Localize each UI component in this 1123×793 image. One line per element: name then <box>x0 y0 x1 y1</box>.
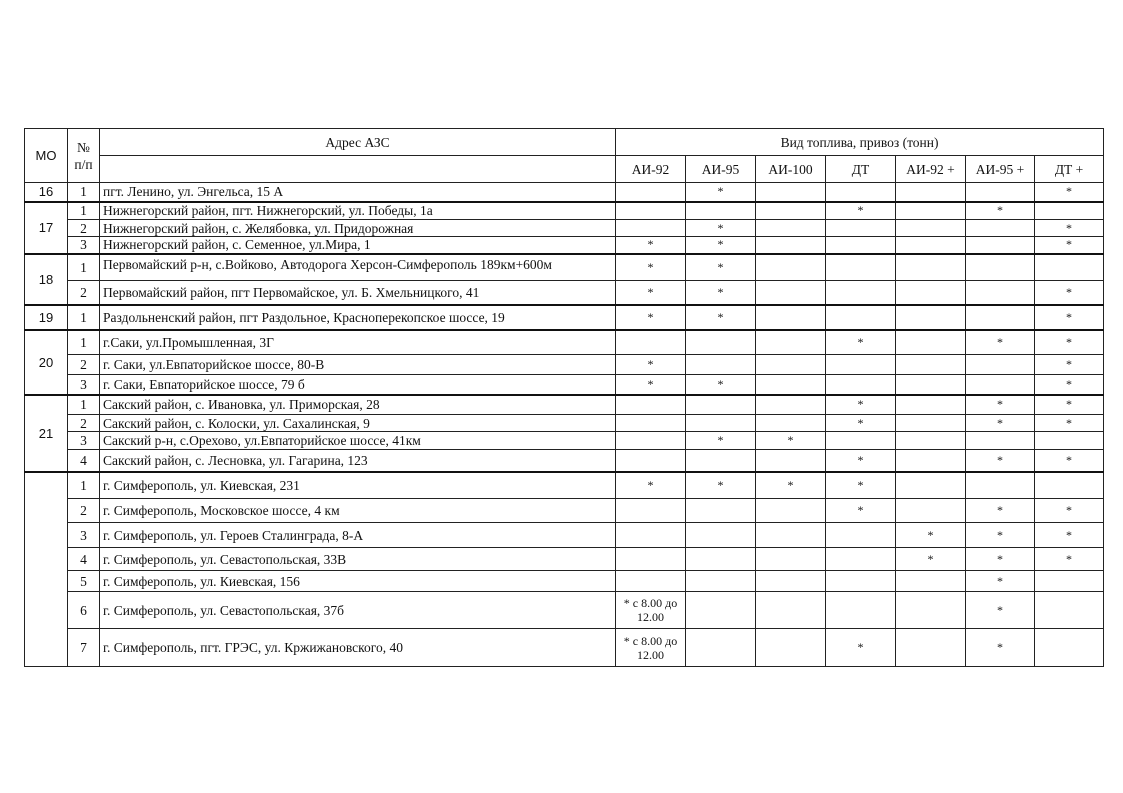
fuel-cell <box>616 523 686 548</box>
fuel-cell: * <box>686 183 756 202</box>
fuel-cell <box>826 305 896 330</box>
fuel-cell <box>756 450 826 472</box>
fuel-cell <box>616 330 686 355</box>
fuel-cell <box>966 281 1035 305</box>
address-cell: Сакский р-н, с.Орехово, ул.Евпаторийское шоссе, 41км <box>100 432 616 450</box>
fuel-cell <box>756 237 826 254</box>
header-fuel-ai92-plus: АИ-92 + <box>896 156 966 183</box>
fuel-cell <box>896 395 966 415</box>
fuel-cell <box>686 450 756 472</box>
mo-cell <box>25 472 68 667</box>
row-number: 4 <box>68 450 100 472</box>
row-number: 5 <box>68 571 100 592</box>
table-row <box>25 355 1104 375</box>
fuel-cell <box>1035 202 1104 220</box>
fuel-cell: * <box>616 237 686 254</box>
fuel-cell <box>686 355 756 375</box>
fuel-cell <box>756 305 826 330</box>
table-row <box>25 499 1104 523</box>
fuel-cell <box>756 330 826 355</box>
header-address: Адрес АЗС <box>100 129 616 156</box>
fuel-cell <box>686 499 756 523</box>
fuel-cell <box>966 375 1035 395</box>
fuel-cell: * <box>966 395 1035 415</box>
table-row <box>25 415 1104 432</box>
fuel-cell <box>756 355 826 375</box>
fuel-cell <box>826 183 896 202</box>
address-cell: Сакский район, с. Ивановка, ул. Приморская, 28 <box>100 395 616 415</box>
fuel-cell: * <box>966 548 1035 571</box>
row-number: 3 <box>68 523 100 548</box>
fuel-cell: * <box>1035 499 1104 523</box>
fuel-cell <box>966 220 1035 237</box>
fuel-cell <box>616 450 686 472</box>
fuel-cell <box>896 220 966 237</box>
fuel-cell <box>826 592 896 629</box>
table-row <box>25 548 1104 571</box>
fuel-cell: * <box>616 355 686 375</box>
header-fuel-ai100: АИ-100 <box>756 156 826 183</box>
row-number: 1 <box>68 202 100 220</box>
header-num: № п/п <box>68 129 100 183</box>
row-number: 4 <box>68 548 100 571</box>
row-number: 1 <box>68 254 100 281</box>
fuel-cell <box>896 254 966 281</box>
row-number: 1 <box>68 472 100 499</box>
gas-station-table <box>24 128 1104 667</box>
fuel-cell: * <box>966 592 1035 629</box>
table-row <box>25 395 1104 415</box>
fuel-cell <box>616 202 686 220</box>
mo-cell: 18 <box>25 254 68 305</box>
fuel-cell <box>686 202 756 220</box>
fuel-cell <box>756 220 826 237</box>
fuel-cell: * <box>616 375 686 395</box>
fuel-cell: * <box>826 629 896 667</box>
table-body <box>25 183 1104 667</box>
fuel-cell <box>826 355 896 375</box>
fuel-cell <box>756 499 826 523</box>
fuel-cell <box>686 592 756 629</box>
fuel-cell: * <box>756 472 826 499</box>
fuel-cell: * <box>1035 375 1104 395</box>
fuel-cell: * <box>1035 237 1104 254</box>
header-fuel-dt: ДТ <box>826 156 896 183</box>
header-fuel-dt-plus: ДТ + <box>1035 156 1104 183</box>
fuel-cell <box>756 415 826 432</box>
fuel-cell: * <box>1035 415 1104 432</box>
fuel-cell: * <box>686 237 756 254</box>
fuel-cell: * <box>1035 395 1104 415</box>
fuel-cell <box>826 523 896 548</box>
address-cell: г. Симферополь, ул. Киевская, 231 <box>100 472 616 499</box>
fuel-cell <box>896 330 966 355</box>
table-row <box>25 523 1104 548</box>
fuel-cell <box>896 305 966 330</box>
fuel-cell: * <box>1035 450 1104 472</box>
address-cell: Раздольненский район, пгт Раздольное, Красноперекопское шоссе, 19 <box>100 305 616 330</box>
header-fuel-group: Вид топлива, привоз (тонн) <box>616 129 1104 156</box>
fuel-cell <box>756 395 826 415</box>
fuel-cell <box>966 254 1035 281</box>
fuel-cell <box>896 375 966 395</box>
fuel-cell: * <box>896 523 966 548</box>
fuel-cell <box>616 395 686 415</box>
fuel-cell <box>686 548 756 571</box>
fuel-cell <box>686 330 756 355</box>
fuel-cell: * <box>1035 220 1104 237</box>
address-text: Первомайский р-н, с.Войково, Автодорога Херсон-Симферополь 189км+600м <box>103 257 552 272</box>
fuel-cell <box>756 202 826 220</box>
table-row <box>25 375 1104 395</box>
fuel-cell <box>616 571 686 592</box>
fuel-cell <box>686 523 756 548</box>
fuel-cell: * <box>966 523 1035 548</box>
header-fuel-ai95-plus: АИ-95 + <box>966 156 1035 183</box>
fuel-cell: * <box>966 330 1035 355</box>
address-cell: г. Саки, Евпаторийское шоссе, 79 б <box>100 375 616 395</box>
fuel-cell <box>896 571 966 592</box>
fuel-cell: * <box>826 415 896 432</box>
table-row <box>25 330 1104 355</box>
fuel-cell <box>1035 592 1104 629</box>
row-number: 7 <box>68 629 100 667</box>
fuel-cell <box>616 415 686 432</box>
fuel-cell: * с 8.00 до 12.00 <box>616 592 686 629</box>
address-cell: г. Симферополь, ул. Киевская, 156 <box>100 571 616 592</box>
fuel-cell <box>756 254 826 281</box>
fuel-cell <box>826 548 896 571</box>
fuel-cell <box>966 355 1035 375</box>
address-cell: г. Симферополь, ул. Севастопольская, 37б <box>100 592 616 629</box>
fuel-cell: * <box>826 450 896 472</box>
fuel-cell: * <box>686 472 756 499</box>
mo-cell: 21 <box>25 395 68 472</box>
fuel-cell: * <box>686 375 756 395</box>
table-row <box>25 237 1104 254</box>
fuel-cell <box>756 571 826 592</box>
fuel-cell <box>686 629 756 667</box>
row-number: 2 <box>68 499 100 523</box>
address-cell: г.Саки, ул.Промышленная, 3Г <box>100 330 616 355</box>
fuel-cell: * <box>966 415 1035 432</box>
fuel-cell <box>966 432 1035 450</box>
fuel-cell <box>826 281 896 305</box>
fuel-cell <box>686 571 756 592</box>
fuel-cell <box>1035 571 1104 592</box>
fuel-cell <box>1035 472 1104 499</box>
fuel-cell: * <box>966 629 1035 667</box>
fuel-cell <box>826 571 896 592</box>
header-fuel-ai95: АИ-95 <box>686 156 756 183</box>
fuel-cell <box>896 183 966 202</box>
fuel-cell: * <box>826 499 896 523</box>
fuel-cell <box>1035 432 1104 450</box>
fuel-cell <box>756 629 826 667</box>
fuel-cell: * <box>686 254 756 281</box>
address-cell: г. Симферополь, ул. Севастопольская, 33В <box>100 548 616 571</box>
fuel-cell: * <box>1035 548 1104 571</box>
fuel-cell <box>896 415 966 432</box>
address-cell: г. Саки, ул.Евпаторийское шоссе, 80-В <box>100 355 616 375</box>
header-mo: МО <box>25 129 68 183</box>
fuel-cell <box>896 202 966 220</box>
table-row <box>25 281 1104 305</box>
row-number: 2 <box>68 415 100 432</box>
fuel-cell <box>686 395 756 415</box>
row-number: 6 <box>68 592 100 629</box>
table-row <box>25 629 1104 667</box>
fuel-cell <box>896 629 966 667</box>
fuel-cell: * <box>1035 281 1104 305</box>
address-cell: пгт. Ленино, ул. Энгельса, 15 А <box>100 183 616 202</box>
address-cell: г. Симферополь, ул. Героев Сталинграда, 8-А <box>100 523 616 548</box>
address-cell: г. Симферополь, Московское шоссе, 4 км <box>100 499 616 523</box>
table-row <box>25 183 1104 202</box>
row-number: 2 <box>68 355 100 375</box>
fuel-cell: * <box>616 472 686 499</box>
fuel-cell: * <box>1035 183 1104 202</box>
row-number: 1 <box>68 183 100 202</box>
table-row <box>25 571 1104 592</box>
fuel-cell <box>896 592 966 629</box>
row-number: 3 <box>68 375 100 395</box>
header-address-blank <box>100 156 616 183</box>
fuel-cell <box>896 237 966 254</box>
fuel-cell: * <box>686 220 756 237</box>
fuel-cell: * <box>896 548 966 571</box>
fuel-cell: * с 8.00 до 12.00 <box>616 629 686 667</box>
address-cell: Нижнегорский район, с. Желябовка, ул. Придорожная <box>100 220 616 237</box>
fuel-cell <box>896 355 966 375</box>
fuel-cell <box>896 499 966 523</box>
table-row <box>25 305 1104 330</box>
fuel-cell: * <box>826 202 896 220</box>
fuel-cell <box>896 472 966 499</box>
fuel-cell <box>896 432 966 450</box>
mo-cell: 16 <box>25 183 68 202</box>
fuel-cell: * <box>616 281 686 305</box>
table-row <box>25 450 1104 472</box>
address-cell: Сакский район, с. Лесновка, ул. Гагарина, 123 <box>100 450 616 472</box>
fuel-cell <box>756 523 826 548</box>
fuel-cell <box>966 472 1035 499</box>
fuel-cell <box>756 183 826 202</box>
fuel-cell <box>966 183 1035 202</box>
fuel-cell: * <box>966 499 1035 523</box>
fuel-cell: * <box>686 432 756 450</box>
fuel-cell <box>616 499 686 523</box>
fuel-cell <box>756 375 826 395</box>
fuel-cell <box>1035 629 1104 667</box>
mo-cell: 19 <box>25 305 68 330</box>
fuel-cell: * <box>1035 305 1104 330</box>
table-row <box>25 472 1104 499</box>
fuel-cell: * <box>826 330 896 355</box>
fuel-cell: * <box>826 472 896 499</box>
fuel-cell <box>616 548 686 571</box>
table-row <box>25 202 1104 220</box>
fuel-cell: * <box>616 254 686 281</box>
address-cell: Сакский район, с. Колоски, ул. Сахалинская, 9 <box>100 415 616 432</box>
row-number: 3 <box>68 432 100 450</box>
row-number: 2 <box>68 281 100 305</box>
row-number: 1 <box>68 330 100 355</box>
fuel-cell <box>616 432 686 450</box>
table-row <box>25 254 1104 281</box>
address-cell: г. Симферополь, пгт. ГРЭС, ул. Кржижановского, 40 <box>100 629 616 667</box>
fuel-cell <box>826 220 896 237</box>
fuel-cell <box>756 592 826 629</box>
fuel-cell <box>756 548 826 571</box>
table-row <box>25 432 1104 450</box>
mo-cell: 20 <box>25 330 68 395</box>
address-cell: Первомайский район, пгт Первомайское, ул. Б. Хмельницкого, 41 <box>100 281 616 305</box>
fuel-cell <box>826 432 896 450</box>
fuel-cell: * <box>616 305 686 330</box>
fuel-cell <box>756 281 826 305</box>
row-number: 1 <box>68 395 100 415</box>
table-header <box>25 129 1104 183</box>
fuel-cell <box>896 281 966 305</box>
fuel-cell <box>826 254 896 281</box>
table-row <box>25 220 1104 237</box>
row-number: 2 <box>68 220 100 237</box>
fuel-cell: * <box>966 450 1035 472</box>
fuel-cell: * <box>756 432 826 450</box>
fuel-cell <box>616 220 686 237</box>
fuel-cell: * <box>686 281 756 305</box>
fuel-cell <box>826 375 896 395</box>
fuel-cell <box>1035 254 1104 281</box>
address-cell <box>100 254 616 281</box>
fuel-cell: * <box>826 395 896 415</box>
table-row <box>25 592 1104 629</box>
address-cell: Нижнегорский район, пгт. Нижнегорский, ул. Победы, 1а <box>100 202 616 220</box>
fuel-cell <box>966 237 1035 254</box>
row-number: 1 <box>68 305 100 330</box>
fuel-cell: * <box>686 305 756 330</box>
fuel-cell <box>966 305 1035 330</box>
fuel-cell: * <box>966 571 1035 592</box>
fuel-cell: * <box>1035 355 1104 375</box>
fuel-cell: * <box>1035 523 1104 548</box>
mo-cell: 17 <box>25 202 68 254</box>
fuel-cell <box>826 237 896 254</box>
row-number: 3 <box>68 237 100 254</box>
fuel-cell: * <box>966 202 1035 220</box>
fuel-cell: * <box>1035 330 1104 355</box>
address-cell: Нижнегорский район, с. Семенное, ул.Мира, 1 <box>100 237 616 254</box>
fuel-cell <box>616 183 686 202</box>
fuel-cell <box>896 450 966 472</box>
header-fuel-ai92: АИ-92 <box>616 156 686 183</box>
fuel-cell <box>686 415 756 432</box>
